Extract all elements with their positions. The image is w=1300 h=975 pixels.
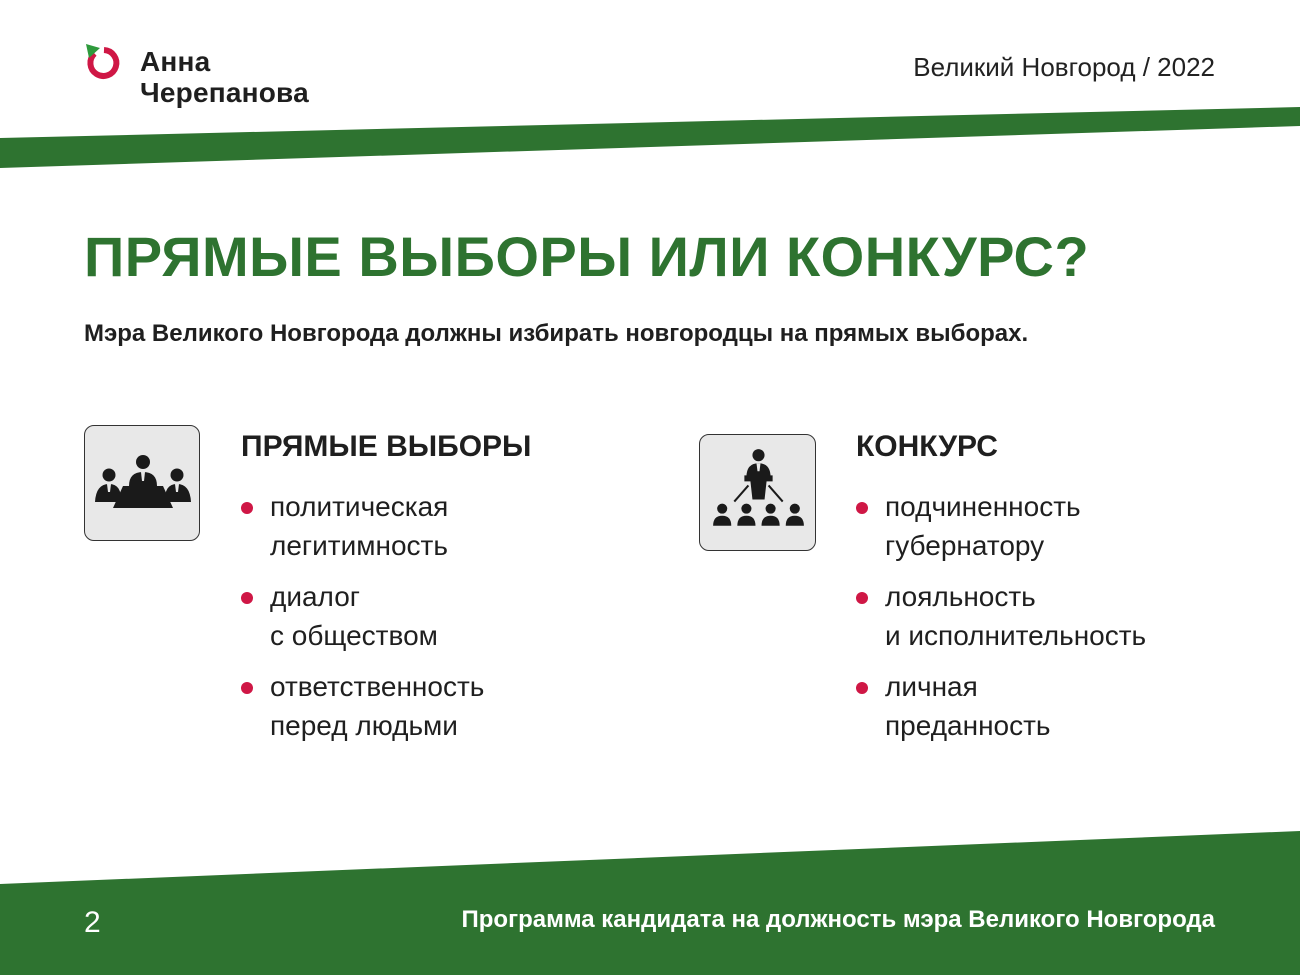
candidate-last-name: Черепанова (140, 77, 309, 108)
speaker-podium-icon (700, 435, 817, 552)
list-item-line: лояльность (885, 581, 1036, 612)
list-item-line: личная (885, 671, 978, 702)
page-title: ПРЯМЫЕ ВЫБОРЫ ИЛИ КОНКУРС? (84, 225, 1090, 288)
column-heading-contest: КОНКУРС (856, 430, 998, 463)
list-item-line: легитимность (270, 530, 448, 561)
list-item-line: политическая (270, 491, 449, 522)
direct-elections-list (241, 487, 484, 757)
meeting-table-icon (85, 426, 201, 542)
list-item (241, 667, 484, 745)
list-item (856, 667, 1146, 745)
bullet-dot-icon (241, 682, 253, 694)
list-item-line: губернатору (885, 530, 1045, 561)
list-item (241, 487, 484, 565)
bullet-dot-icon (856, 592, 868, 604)
speaker-podium-icon-box (699, 434, 816, 551)
list-item-line: перед людьми (270, 710, 458, 741)
list-item-line: преданность (885, 710, 1051, 741)
list-item-line: ответственность (270, 671, 485, 702)
list-item (241, 577, 484, 655)
bullet-dot-icon (241, 502, 253, 514)
candidate-first-name: Анна (140, 46, 211, 77)
bullet-dot-icon (241, 592, 253, 604)
column-heading-direct-elections: ПРЯМЫЕ ВЫБОРЫ (241, 430, 532, 463)
list-item-line: и исполнительность (885, 620, 1147, 651)
list-item-line: диалог (270, 581, 360, 612)
logo-icon (84, 44, 124, 84)
bullet-dot-icon (856, 682, 868, 694)
contest-list (856, 487, 1146, 757)
city-year: Великий Новгород / 2022 (913, 52, 1215, 82)
candidate-name (140, 46, 309, 108)
page-subtitle: Мэра Великого Новгорода должны избирать новгородцы на прямых выборах. (84, 320, 1029, 347)
page-number: 2 (84, 906, 101, 939)
list-item-line: подчиненность (885, 491, 1081, 522)
list-item (856, 577, 1146, 655)
bottom-green-band (0, 831, 1300, 975)
meeting-table-icon-box (84, 425, 200, 541)
list-item (856, 487, 1146, 565)
top-green-band (0, 107, 1300, 168)
bullet-dot-icon (856, 502, 868, 514)
footer-text: Программа кандидата на должность мэра Великого Новгорода (461, 906, 1215, 933)
list-item-line: с обществом (270, 620, 438, 651)
